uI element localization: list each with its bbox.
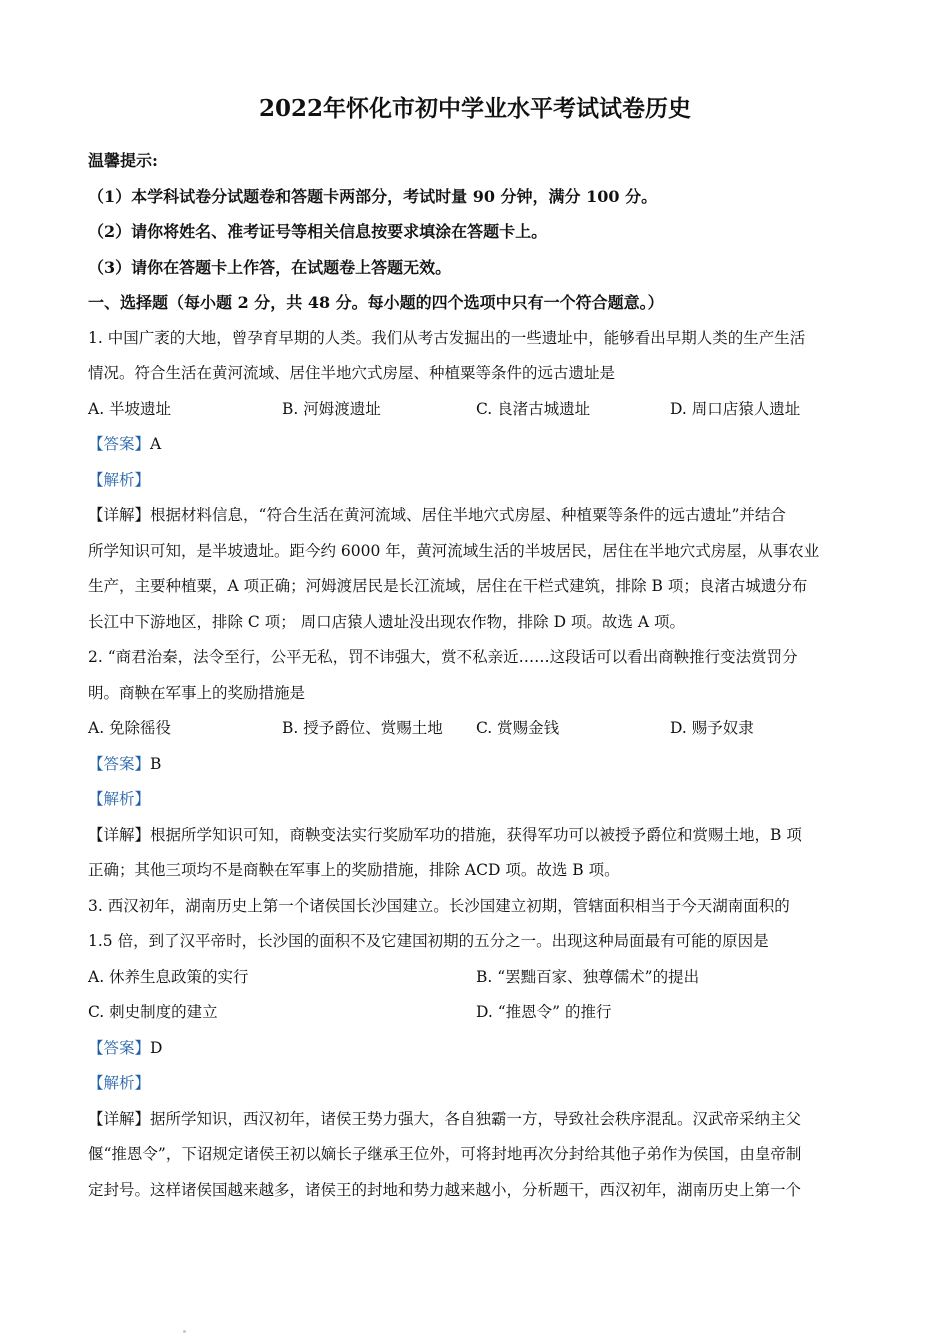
q1-option-a: A. 半坡遗址 — [88, 399, 172, 418]
q1-detail-line-2: 所学知识可知，是半坡遗址。距今约 6000 年，黄河流域生活的半坡居民，居住在半地穴式房屋，从事农业 — [88, 541, 820, 560]
notice-item-3: （3）请你在答题卡上作答，在试题卷上答题无效。 — [88, 257, 452, 277]
q1-stem-line-2: 情况。符合生活在黄河流域、居住半地穴式房屋、种植粟等条件的远古遗址是 — [88, 364, 616, 382]
notice-heading: 温馨提示: — [88, 151, 158, 170]
q2-option-b: B. 授予爵位、赏赐土地 — [282, 719, 443, 737]
q2-option-a: A. 免除徭役 — [88, 719, 172, 737]
q1-analysis — [88, 463, 866, 499]
q3-detail-line-2: 偃“推恩令”，下诏规定诸侯王初以嫡长子继承王位外，可将封地再次分封给其他子弟作为侯国，由皇帝制 — [88, 1145, 802, 1163]
page-title: 2022年怀化市初中学业水平考试试卷历史 — [258, 95, 691, 122]
q1-answer-value: A — [150, 435, 162, 453]
analysis-label: 【解析】 — [88, 470, 151, 489]
q1-option-d: D. 周口店猿人遗址 — [670, 399, 801, 418]
q3-detail-text-1: 据所学知识，西汉初年，诸侯王势力强大，各自独霸一方，导致社会秩序混乱。汉武帝采纳主父 — [150, 1109, 802, 1128]
q1-detail-text-1: 根据材料信息，“符合生活在黄河流域、居住半地穴式房屋、种植粟等条件的远古遗址”并结合 — [150, 506, 786, 524]
analysis-label: 【解析】 — [88, 1074, 151, 1092]
detail-label: 【详解】 — [88, 506, 151, 524]
q1-detail-line-4: 长江中下游地区，排除 C 项； 周口店猿人遗址没出现农作物，排除 D 项。故选 A 项。 — [88, 612, 685, 631]
q3-options-row-2 — [88, 995, 866, 1031]
q2-detail-text-1: 根据所学知识可知，商鞅变法实行奖励军功的措施，获得军功可以被授予爵位和赏赐土地，B 项 — [150, 825, 802, 844]
answer-label: 【答案】 — [88, 754, 151, 773]
q3-answer — [88, 1031, 866, 1067]
q2-option-c: C. 赏赐金钱 — [476, 719, 560, 737]
q3-option-b: B. “罢黜百家、独尊儒术”的提出 — [476, 967, 700, 986]
notice-item-2: （2）请你将姓名、准考证号等相关信息按要求填涂在答题卡上。 — [88, 222, 548, 241]
q3-detail-line-1 — [88, 1102, 866, 1138]
q1-detail-line-1 — [88, 498, 866, 534]
q2-stem-line-2: 明。商鞅在军事上的奖励措施是 — [88, 683, 306, 702]
q3-option-a: A. 休养生息政策的实行 — [88, 967, 249, 986]
q2-detail-line-2: 正确；其他三项均不是商鞅在军事上的奖励措施，排除 ACD 项。故选 B 项。 — [88, 861, 620, 879]
detail-label: 【详解】 — [88, 1109, 151, 1128]
page-mark — [183, 1330, 186, 1333]
answer-label: 【答案】 — [88, 435, 151, 453]
q3-analysis — [88, 1066, 866, 1102]
q2-option-d: D. 赐予奴隶 — [670, 719, 754, 737]
detail-label: 【详解】 — [88, 825, 151, 844]
q3-stem-line-2: 1.5 倍，到了汉平帝时，长沙国的面积不及它建国初期的五分之一。出现这种局面最有可能的原因是 — [88, 932, 769, 950]
q1-stem-line-1: 1. 中国广袤的大地，曾孕育早期的人类。我们从考古发掘出的一些遗址中，能够看出早期人类的生产生活 — [88, 328, 806, 347]
q2-analysis — [88, 782, 866, 818]
q2-answer — [88, 747, 866, 783]
q1-detail-line-3: 生产，主要种植粟，A 项正确；河姆渡居民是长江流域，居住在干栏式建筑，排除 B 项；良渚古城遗分布 — [88, 577, 808, 595]
answer-label: 【答案】 — [88, 1038, 151, 1057]
q2-answer-value: B — [150, 754, 162, 773]
q3-answer-value: D — [150, 1038, 163, 1057]
q2-options — [88, 711, 866, 747]
q1-answer — [88, 427, 866, 463]
exam-content — [88, 143, 866, 1208]
q1-option-c: C. 良渚古城遗址 — [476, 399, 591, 418]
q3-stem-line-1: 3. 西汉初年，湖南历史上第一个诸侯国长沙国建立。长沙国建立初期，管辖面积相当于今天湖南面积的 — [88, 896, 790, 915]
analysis-label: 【解析】 — [88, 790, 151, 808]
q3-option-d: D. “推恩令” 的推行 — [476, 1003, 612, 1021]
q1-option-b: B. 河姆渡遗址 — [282, 399, 381, 418]
notice-item-1: （1）本学科试卷分试题卷和答题卡两部分，考试时量 90 分钟，满分 100 分。 — [88, 186, 658, 206]
q3-option-c: C. 刺史制度的建立 — [88, 1003, 218, 1021]
q3-detail-line-3: 定封号。这样诸侯国越来越多，诸侯王的封地和势力越来越小，分析题干，西汉初年，湖南历史上第一个 — [88, 1180, 802, 1199]
section-heading: 一、选择题（每小题 2 分，共 48 分。每小题的四个选项中只有一个符合题意。） — [88, 293, 664, 312]
q3-options-row-1 — [88, 960, 866, 996]
q2-stem-line-1: 2. “商君治秦，法令至行，公平无私，罚不讳强大，赏不私亲近……这段话可以看出商鞅推行变法赏罚分 — [88, 648, 798, 666]
q1-options — [88, 392, 866, 428]
q2-detail-line-1 — [88, 818, 866, 854]
